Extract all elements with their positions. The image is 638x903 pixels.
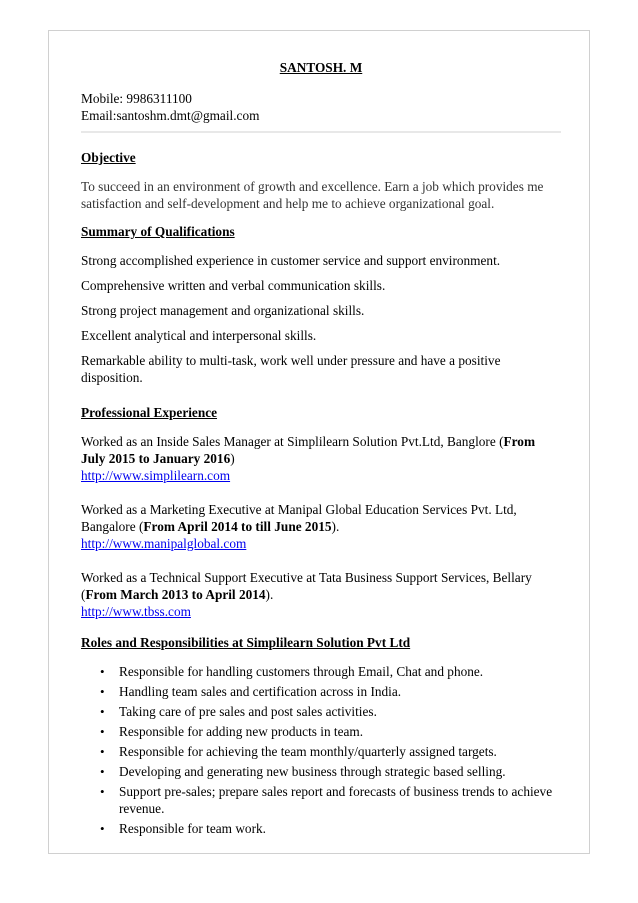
header-divider (81, 131, 561, 133)
job-period: From April 2014 to till June 2015 (143, 519, 332, 534)
job-suffix: ). (265, 587, 274, 602)
list-item (100, 763, 561, 780)
contact-block (81, 90, 561, 124)
role-text: Responsible for team work. (119, 821, 266, 836)
job-suffix: ). (331, 519, 340, 534)
job-description: Worked as an Inside Sales Manager at Simplilearn Solution Pvt.Ltd, Banglore ( (81, 434, 504, 449)
role-text: Responsible for adding new products in team. (119, 724, 364, 739)
qualification-item: Strong project management and organizational skills. (81, 303, 365, 318)
email-address: Email:santoshm.dmt@gmail.com (81, 108, 260, 123)
qualification-item: Remarkable ability to multi-task, work well under pressure and have a positive disposition. (81, 353, 501, 385)
qualification-item: Comprehensive written and verbal communication skills. (81, 278, 386, 293)
list-item (100, 743, 561, 760)
bullet-icon: • (100, 724, 105, 739)
bullet-icon: • (100, 744, 105, 759)
list-item (100, 783, 561, 817)
qualifications-list (81, 252, 561, 386)
mobile-number: Mobile: 9986311100 (81, 91, 192, 106)
job-entry (81, 501, 561, 552)
list-item (100, 820, 561, 837)
job-description: Worked as a Marketing Executive at Manipal Global Education Services Pvt. Ltd, Bangalore ( (81, 502, 517, 534)
job-entry (81, 569, 561, 620)
job-suffix: ) (230, 451, 235, 466)
list-item (100, 703, 561, 720)
list-item (100, 663, 561, 680)
list-item (100, 723, 561, 740)
roles-list (81, 663, 561, 837)
bullet-icon: • (100, 821, 105, 836)
job-description: Worked as a Technical Support Executive at Tata Business Support Services, Bellary ( (81, 570, 532, 602)
resume-content (81, 59, 561, 840)
role-text: Handling team sales and certification across in India. (119, 684, 402, 699)
role-text: Taking care of pre sales and post sales activities. (119, 704, 377, 719)
qualification-item: Strong accomplished experience in customer service and support environment. (81, 253, 501, 268)
roles-heading: Roles and Responsibilities at Simplilearn Solution Pvt Ltd (81, 635, 411, 650)
job-period: From July 2015 to January 2016 (81, 434, 536, 466)
company-link[interactable]: http://www.tbss.com (81, 604, 191, 619)
objective-heading: Objective (81, 150, 136, 165)
qualifications-heading: Summary of Qualifications (81, 224, 235, 239)
job-period: From March 2013 to April 2014 (85, 587, 266, 602)
company-link[interactable]: http://www.simplilearn.com (81, 468, 231, 483)
bullet-icon: • (100, 764, 105, 779)
objective-text: To succeed in an environment of growth and excellence. Earn a job which provides me satisfaction and self-development and help me to achieve organizational goal. (81, 179, 544, 211)
candidate-name: SANTOSH. M (279, 60, 363, 75)
bullet-icon: • (100, 684, 105, 699)
role-text: Responsible for achieving the team monthly/quarterly assigned targets. (119, 744, 497, 759)
bullet-icon: • (100, 784, 105, 799)
role-text: Responsible for handling customers through Email, Chat and phone. (119, 664, 484, 679)
experience-heading: Professional Experience (81, 405, 218, 420)
job-entry (81, 433, 561, 484)
resume-page (48, 30, 590, 854)
company-link[interactable]: http://www.manipalglobal.com (81, 536, 247, 551)
role-text: Developing and generating new business through strategic based selling. (119, 764, 506, 779)
list-item (100, 683, 561, 700)
role-text: Support pre-sales; prepare sales report and forecasts of business trends to achieve revenue. (119, 784, 553, 816)
qualification-item: Excellent analytical and interpersonal skills. (81, 328, 317, 343)
bullet-icon: • (100, 704, 105, 719)
bullet-icon: • (100, 664, 105, 679)
